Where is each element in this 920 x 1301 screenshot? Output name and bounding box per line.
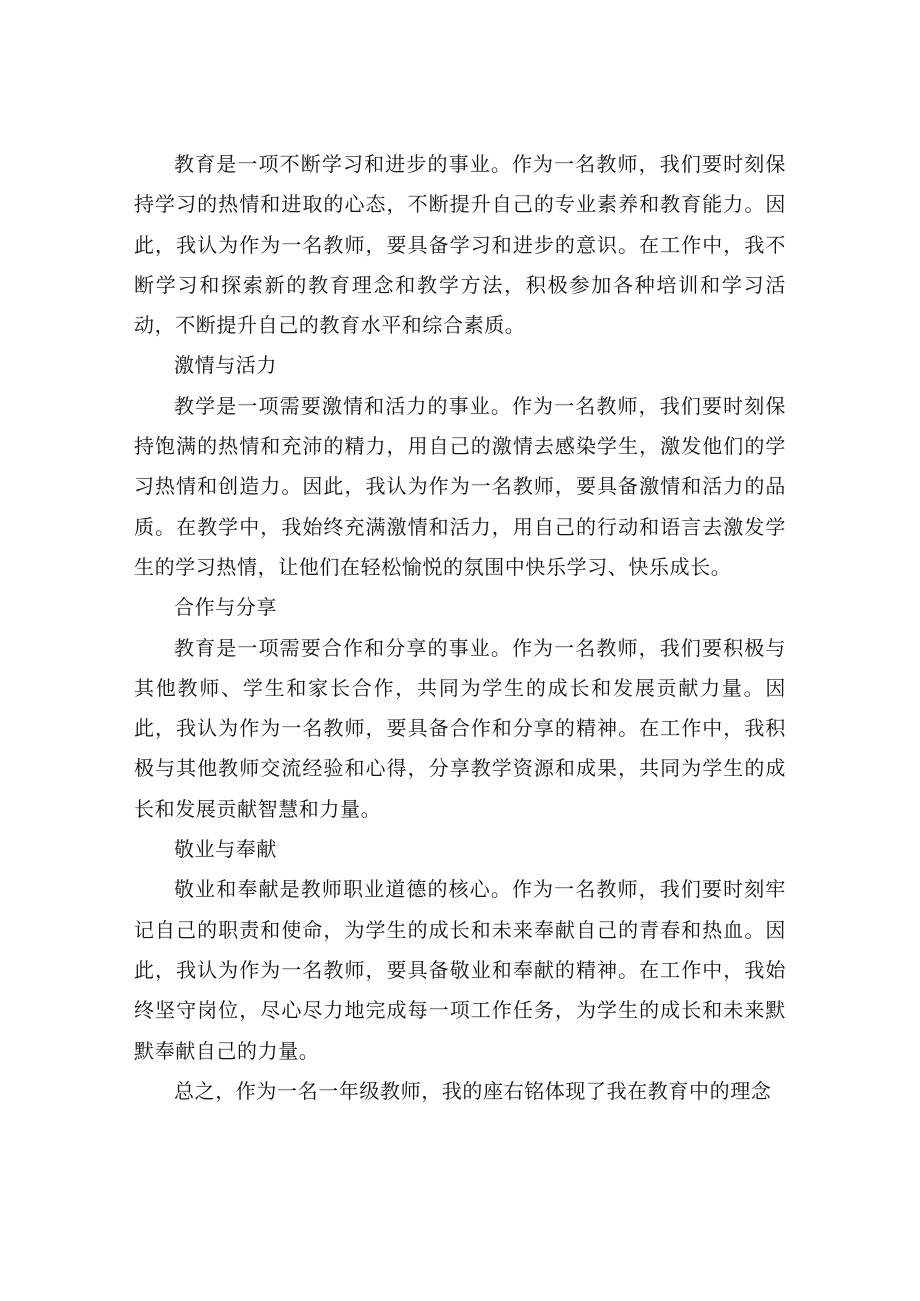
heading-passion-vitality: 激情与活力 bbox=[174, 353, 277, 378]
paragraph-conclusion: 总之，作为一名一年级教师，我的座右铭体现了我在教育中的理念 bbox=[174, 1078, 772, 1103]
paragraph-passion-vitality: 教学是一项需要激情和活力的事业。作为一名教师，我们要时刻保持饱满的热情和充沛的精力，用自己的激情去感染学生，激发他们的学习热情和创造力。因此，我认为作为一名教师，要具备激情和活力的品质。在教学中，我始终充满激情和活力，用自己的行动和语言去激发学生的学习热情，让他们在轻松愉悦的氛围中快乐学习、快乐成长。 bbox=[134, 393, 786, 579]
heading-cooperation-sharing: 合作与分享 bbox=[174, 595, 277, 620]
paragraph-cooperation-sharing: 教育是一项需要合作和分享的事业。作为一名教师，我们要积极与其他教师、学生和家长合作，共同为学生的成长和发展贡献力量。因此，我认为作为一名教师，要具备合作和分享的精神。在工作中，我积极与其他教师交流经验和心得，分享教学资源和成果，共同为学生的成长和发展贡献智慧和力量。 bbox=[134, 635, 786, 821]
paragraph-dedication-devotion: 敬业和奉献是教师职业道德的核心。作为一名教师，我们要时刻牢记自己的职责和使命，为学生的成长和未来奉献自己的青春和热血。因此，我认为作为一名教师，要具备敬业和奉献的精神。在工作中，我始终坚守岗位，尽心尽力地完成每一项工作任务，为学生的成长和未来默默奉献自己的力量。 bbox=[134, 877, 786, 1063]
paragraph-learning-progress: 教育是一项不断学习和进步的事业。作为一名教师，我们要时刻保持学习的热情和进取的心态，不断提升自己的专业素养和教育能力。因此，我认为作为一名教师，要具备学习和进步的意识。在工作中，我不断学习和探索新的教育理念和教学方法，积极参加各种培训和学习活动，不断提升自己的教育水平和综合素质。 bbox=[134, 152, 786, 338]
document-body bbox=[134, 144, 786, 1111]
heading-dedication-devotion: 敬业与奉献 bbox=[174, 837, 277, 862]
